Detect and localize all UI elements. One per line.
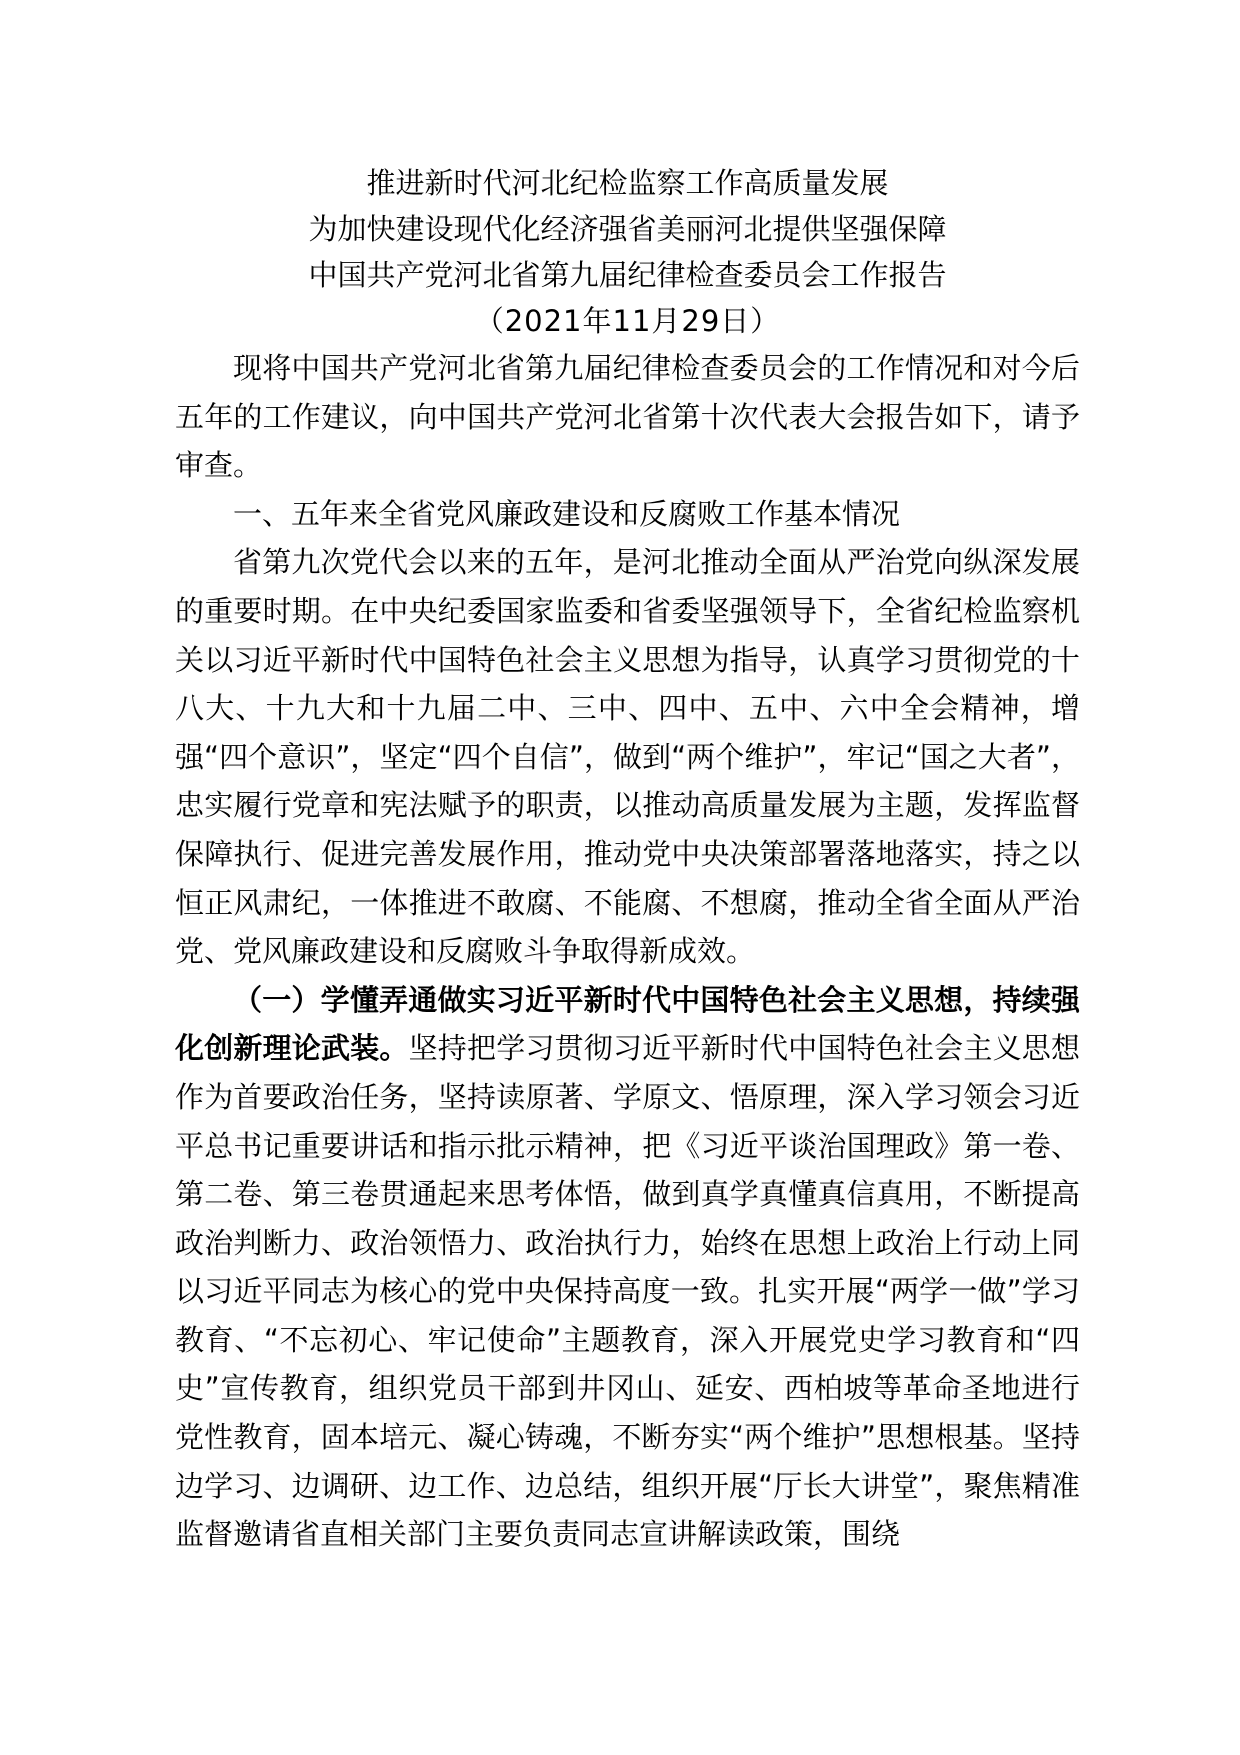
report-subtitle: 中国共产党河北省第九届纪律检查委员会工作报告 [308,258,947,292]
section-heading-text: 一、五年来全省党风廉政建设和反腐败工作基本情况 [233,496,901,531]
paragraph-text: 省第九次党代会以来的五年，是河北推动全面从严治党向纵深发展的重要时期。在中央纪委国家监委和省委坚强领导下，全省纪检监察机关以习近平新时代中国特色社会主义思想为指导，认真学习贯彻党的十八大、十九大和十九届二中、三中、四中、五中、六中全会精神，增强“四个意识”，坚定“四个自信”，做到“两个维护”，牢记“国之大者”，忠实履行党章和宪法赋予的职责，以推动高质量发展为主题，发挥监督保障执行、促进完善发展作用，推动党中央决策部署落地落实，持之以恒正风肃纪，一体推进不敢腐、不能腐、不想腐，推动全省全面从严治党、党风廉政建设和反腐败斗争取得新成效。 [175,545,1080,969]
intro-paragraph [175,344,1080,490]
report-title-line-1: 推进新时代河北纪检监察工作高质量发展 [366,166,889,200]
report-title-line-2: 为加快建设现代化经济强省美丽河北提供坚强保障 [308,212,947,246]
paragraph-text: 坚持把学习贯彻习近平新时代中国特色社会主义思想作为首要政治任务，坚持读原著、学原文、悟原理，深入学习领会习近平总书记重要讲话和指示批示精神，把《习近平谈治国理政》第一卷、第二卷、第三卷贯通起来思考体悟，做到真学真懂真信真用，不断提高政治判断力、政治领悟力、政治执行力，始终在思想上政治上行动上同以习近平同志为核心的党中央保持高度一致。扎实开展“两学一做”学习教育、“不忘初心、牢记使命”主题教育，深入开展党史学习教育和“四史”宣传教育，组织党员干部到井冈山、延安、西柏坡等革命圣地进行党性教育，固本培元、凝心铸魂，不断夯实“两个维护”思想根基。坚持边学习、边调研、边工作、边总结，组织开展“厅长大讲堂”，聚焦精准监督邀请省直相关部门主要负责同志宣讲解读政策，围绕 [175,1031,1080,1552]
subsection-heading: （一）学懂弄通做实习近平新时代中国特色社会主义思想，持续强化创新理论武装。 [175,982,1080,1066]
paragraph-text: 现将中国共产党河北省第九届纪律检查委员会的工作情况和对今后五年的工作建议，向中国共产党河北省第十次代表大会报告如下，请予审查。 [175,351,1080,483]
report-date: （2021年11月29日） [474,304,781,338]
section-heading [175,490,1080,539]
document-page [175,160,1080,1559]
overview-paragraph [175,538,1080,975]
subsection-paragraph [175,976,1080,1559]
